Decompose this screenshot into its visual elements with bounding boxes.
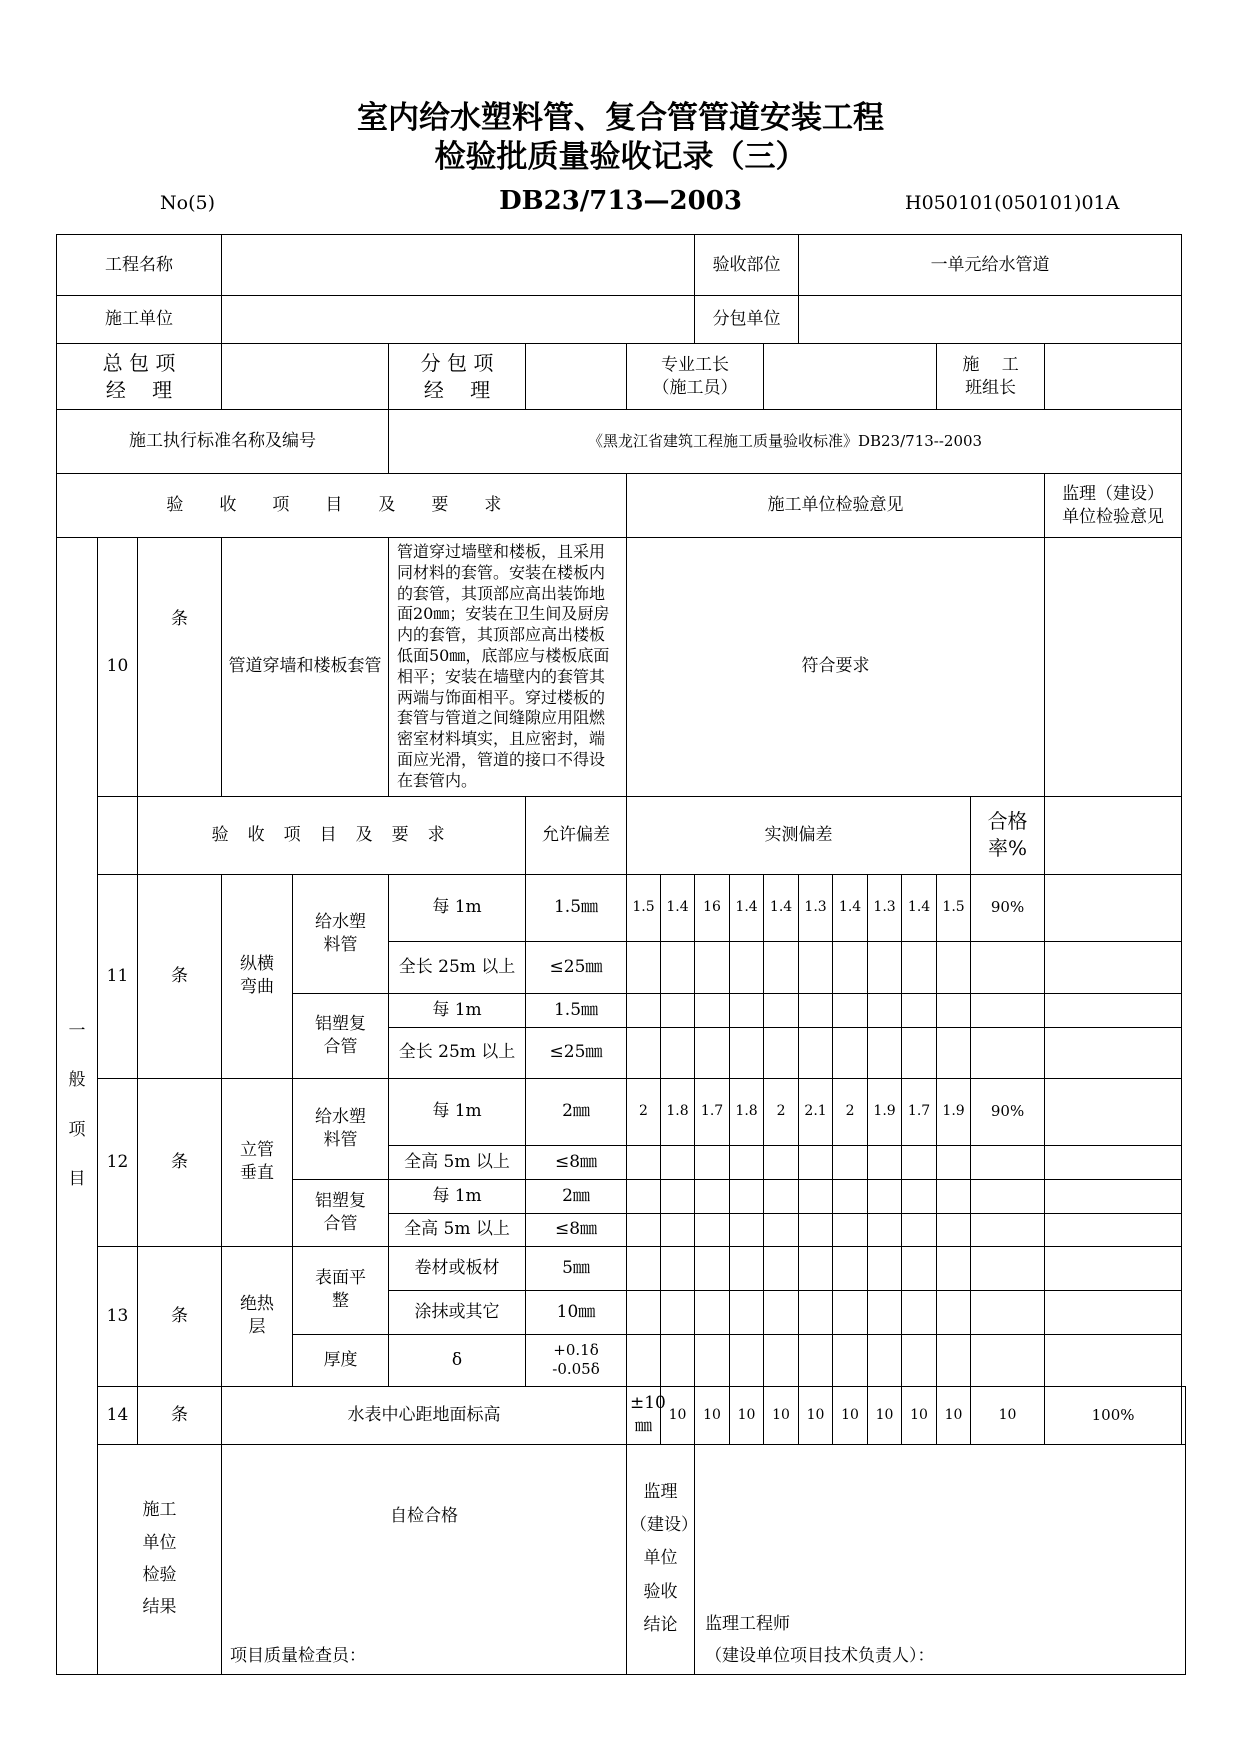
requirements-header: 验 收 项 目 及 要 求 [57,474,627,538]
measure-cell[interactable] [695,941,730,993]
measure-cell[interactable] [661,1290,695,1334]
measure-cell[interactable] [833,1246,868,1290]
sub-header-blank [98,796,138,874]
measure-cell[interactable] [799,1246,833,1290]
measure-cell[interactable] [661,1246,695,1290]
item11-row3-item: 每 1m [389,993,526,1027]
measure-cell[interactable] [868,993,902,1027]
supervisor-cell[interactable] [1045,1334,1182,1386]
item12-row2-item: 全高 5m 以上 [389,1145,526,1179]
measure-cell[interactable] [661,1213,695,1246]
item11-name: 纵横弯曲 [222,874,293,1078]
construction-unit-label: 施工单位 [57,296,222,344]
measure-cell[interactable] [627,1179,661,1213]
measure-cell[interactable]: 1.4 [902,874,937,941]
accept-part-field[interactable]: 一单元给水管道 [799,235,1182,296]
measure-cell[interactable]: 1.5 [937,874,971,941]
measure-cell[interactable] [695,1213,730,1246]
measure-cell[interactable] [902,1179,937,1213]
measure-cell[interactable] [902,1246,937,1290]
general-items-label: 一 般 项 目 [57,538,98,1675]
supervisor-cell[interactable] [1045,941,1182,993]
standard-value: 《黑龙江省建筑工程施工质量验收标准》DB23/713--2003 [389,410,1182,474]
measure-cell[interactable]: 2 [764,1078,799,1145]
item13-thickness-allow: +0.1δ -0.05δ [526,1334,627,1386]
measure-cell[interactable]: 10 [833,1386,868,1444]
measure-cell[interactable]: 1.3 [868,874,902,941]
item13-thickness-item: δ [389,1334,526,1386]
item12-no: 12 [98,1078,138,1246]
rate-cell[interactable] [971,1290,1045,1334]
unit-opinion-header: 施工单位检验意见 [627,474,1045,538]
subcontract-unit-label: 分包单位 [695,296,799,344]
measure-cell[interactable]: 2.1 [799,1078,833,1145]
item12-row4-allow: ≤8㎜ [526,1213,627,1246]
item10-supervisor[interactable] [1045,538,1182,797]
unit-result-box[interactable] [222,1444,627,1674]
rate-cell[interactable]: 90% [971,874,1045,941]
measure-cell[interactable]: 2 [833,1078,868,1145]
item13-thickness-label: 厚度 [293,1334,389,1386]
supervisor-conclusion-box[interactable] [695,1444,1186,1674]
item10-tiao: 条 [138,538,222,797]
item14-tiao: 条 [138,1386,222,1444]
measure-cell[interactable] [937,1246,971,1290]
measure-cell[interactable] [627,1027,661,1078]
item12-row1-item: 每 1m [389,1078,526,1145]
item13-no: 13 [98,1246,138,1386]
item14-no: 14 [98,1386,138,1444]
measure-cell[interactable]: 10 [971,1386,1045,1444]
measure-cell[interactable] [730,1027,764,1078]
project-name-field[interactable] [222,235,695,296]
measure-cell[interactable]: 1.4 [730,874,764,941]
item13-row2-item: 涂抹或其它 [389,1290,526,1334]
rate-cell[interactable] [971,1246,1045,1290]
supervisor-cell[interactable] [1045,874,1182,941]
item13-row1-item: 卷材或板材 [389,1246,526,1290]
measure-cell[interactable] [695,1145,730,1179]
rate-cell[interactable]: 90% [971,1078,1045,1145]
measure-cell[interactable]: 10 [764,1386,799,1444]
measure-cell[interactable] [730,1213,764,1246]
measure-cell[interactable]: 10 [799,1386,833,1444]
measure-cell[interactable] [833,1145,868,1179]
measure-cell[interactable] [764,1213,799,1246]
supervisor-cell[interactable] [1045,1078,1182,1145]
item10-opinion[interactable]: 符合要求 [627,538,1045,797]
item12-row2-allow: ≤8㎜ [526,1145,627,1179]
measure-cell[interactable] [764,1145,799,1179]
measure-cell[interactable]: 16 [695,874,730,941]
item12-name: 立管垂直 [222,1078,293,1246]
measure-cell[interactable] [627,1246,661,1290]
measure-cell[interactable] [937,941,971,993]
measure-cell[interactable]: 1.8 [661,1078,695,1145]
item11-row2-allow: ≤25㎜ [526,941,627,993]
item11-row4-item: 全长 25m 以上 [389,1027,526,1078]
measure-cell[interactable] [695,1334,730,1386]
measure-cell[interactable] [937,1213,971,1246]
measure-cell[interactable] [868,1290,902,1334]
measure-cell[interactable]: 10 [695,1386,730,1444]
item11-group-plastic: 给水塑料管 [293,874,389,993]
rate-cell[interactable]: 100% [1045,1386,1182,1444]
measure-cell[interactable] [730,1334,764,1386]
measure-cell[interactable] [868,1027,902,1078]
measure-cell[interactable] [730,1179,764,1213]
sub-header-supervisor [1045,796,1182,874]
supervisor-cell[interactable] [1045,1246,1182,1290]
item12-group-plastic: 给水塑料管 [293,1078,389,1179]
measure-cell[interactable] [833,1290,868,1334]
measure-cell[interactable] [937,1027,971,1078]
supervisor-cell[interactable] [1182,1386,1186,1444]
measure-cell[interactable] [868,1246,902,1290]
measure-cell[interactable]: 1.4 [833,874,868,941]
measure-cell[interactable] [764,1027,799,1078]
measure-cell[interactable] [833,1213,868,1246]
supervisor-cell[interactable] [1045,1027,1182,1078]
measure-cell[interactable] [868,941,902,993]
item12-row3-allow: 2㎜ [526,1179,627,1213]
measure-cell[interactable] [695,1027,730,1078]
rate-cell[interactable] [971,993,1045,1027]
measure-cell[interactable] [764,941,799,993]
measure-cell[interactable] [661,1334,695,1386]
supervisor-cell[interactable] [1045,1290,1182,1334]
measure-cell[interactable] [764,1290,799,1334]
measure-cell[interactable] [730,1246,764,1290]
measure-cell[interactable] [764,993,799,1027]
sub-manager-field[interactable] [526,344,627,410]
measure-cell[interactable] [661,1179,695,1213]
item11-tiao: 条 [138,874,222,1078]
measure-cell[interactable] [833,941,868,993]
measure-cell[interactable] [627,993,661,1027]
measure-cell[interactable]: 1.4 [661,874,695,941]
measure-cell[interactable]: 10 [937,1386,971,1444]
measure-cell[interactable]: 1.7 [902,1078,937,1145]
measure-cell[interactable] [764,1246,799,1290]
measure-cell[interactable] [799,941,833,993]
rate-cell[interactable] [971,1179,1045,1213]
measure-cell[interactable] [764,1334,799,1386]
rate-cell[interactable] [971,1145,1045,1179]
form-number: No(5) [160,192,215,214]
measure-cell[interactable] [937,993,971,1027]
measure-cell[interactable] [695,1246,730,1290]
item11-no: 11 [98,874,138,1078]
foreman-label: 专业工长 （施工员） [627,344,764,410]
measure-cell[interactable] [833,1334,868,1386]
measure-cell[interactable] [764,1179,799,1213]
item11-group-composite: 铝塑复合管 [293,993,389,1078]
rate-cell[interactable] [971,1213,1045,1246]
measure-cell[interactable] [730,1290,764,1334]
measure-cell[interactable] [799,1179,833,1213]
measure-cell[interactable] [730,941,764,993]
item10-no: 10 [98,538,138,797]
measure-cell[interactable]: 1.9 [937,1078,971,1145]
measure-cell[interactable] [661,993,695,1027]
measure-cell[interactable]: 10 [661,1386,695,1444]
measure-cell[interactable] [695,1290,730,1334]
measure-cell[interactable] [695,993,730,1027]
measure-cell[interactable]: 1.3 [799,874,833,941]
measured-header: 实测偏差 [627,796,971,874]
measure-cell[interactable] [902,1027,937,1078]
supervisor-cell[interactable] [1045,1213,1182,1246]
measure-cell[interactable]: 1.8 [730,1078,764,1145]
measure-cell[interactable] [902,941,937,993]
supervisor-cell[interactable] [1045,1145,1182,1179]
measure-cell[interactable] [868,1145,902,1179]
measure-cell[interactable]: 1.5 [627,874,661,941]
measure-cell[interactable] [937,1179,971,1213]
general-manager-field[interactable] [222,344,389,410]
measure-cell[interactable] [661,941,695,993]
item13-row1-allow: 5㎜ [526,1246,627,1290]
form-code: H050101(050101)01A [905,192,1120,214]
foreman-field[interactable] [764,344,937,410]
measure-cell[interactable] [868,1213,902,1246]
measure-cell[interactable] [868,1179,902,1213]
item12-row1-allow: 2㎜ [526,1078,627,1145]
item14-name: 水表中心距地面标高 [222,1386,627,1444]
measure-cell[interactable]: 1.7 [695,1078,730,1145]
measure-cell[interactable] [902,993,937,1027]
supervisor-cell[interactable] [1045,993,1182,1027]
measure-cell[interactable] [799,1334,833,1386]
form-title-line1: 室内给水塑料管、复合管管道安装工程 [357,100,884,136]
item13-tiao: 条 [138,1246,222,1386]
measure-cell[interactable] [799,1290,833,1334]
standard-code: DB23/713—2003 [499,186,742,216]
sub-requirements-header: 验 收 项 目 及 要 求 [138,796,526,874]
allow-header: 允许偏差 [526,796,627,874]
subcontract-unit-field[interactable] [799,296,1182,344]
measure-cell[interactable] [695,1179,730,1213]
measure-cell[interactable] [627,1290,661,1334]
measure-cell[interactable] [833,1027,868,1078]
inspector-label: 项目质量检查员： [230,1645,366,1666]
measure-cell[interactable] [730,993,764,1027]
measure-cell[interactable] [937,1290,971,1334]
measure-cell[interactable] [627,1145,661,1179]
item12-tiao: 条 [138,1078,222,1246]
inspection-record-table [56,234,1186,1675]
item10-description: 管道穿过墙壁和楼板，且采用同材料的套管。安装在楼板内的套管，其顶部应高出装饰地面20㎜；安装在卫生间及厨房内的套管，其顶部应高出楼板低面50㎜，底部应与楼板底面相平；安装在墙壁内的套管其两端与饰面相平。穿过楼板的套管与管道之间缝隙应用阻燃密室材料填实，且应密封，端面应光滑，管道的接口不得设在套管内。 [389,538,627,797]
measure-cell[interactable] [661,1145,695,1179]
engineer-label: 监理工程师 [705,1613,791,1634]
measure-cell[interactable] [902,1290,937,1334]
construction-unit-field[interactable] [222,296,695,344]
measure-cell[interactable]: 10 [902,1386,937,1444]
self-check-text: 自检合格 [390,1505,458,1526]
measure-cell[interactable]: 1.9 [868,1078,902,1145]
form-title-line2: 检验批质量验收记录（三） [434,139,807,175]
sub-manager-label: 分 包 项 经 理 [389,344,526,410]
team-leader-label: 施 工 班组长 [937,344,1045,410]
rate-cell[interactable] [971,1027,1045,1078]
item13-name: 绝热层 [222,1246,293,1386]
measure-cell[interactable] [902,1213,937,1246]
unit-result-label: 施工 单位 检验 结果 [98,1444,222,1674]
item11-row1-allow: 1.5㎜ [526,874,627,941]
supervisor-opinion-header: 监理（建设） 单位检验意见 [1045,474,1182,538]
measure-cell[interactable] [902,1334,937,1386]
item10-name: 管道穿墙和楼板套管 [222,538,389,797]
measure-cell[interactable]: 10 [868,1386,902,1444]
measure-cell[interactable] [627,941,661,993]
supervisor-conclusion-label: 监理 （建设） 单位 验收 结论 [627,1444,695,1674]
item13-surface-label: 表面平整 [293,1246,389,1334]
measure-cell[interactable] [661,1027,695,1078]
supervisor-cell[interactable] [1045,1179,1182,1213]
rate-cell[interactable] [971,941,1045,993]
rate-cell[interactable] [971,1334,1045,1386]
item13-row2-allow: 10㎜ [526,1290,627,1334]
item11-row4-allow: ≤25㎜ [526,1027,627,1078]
measure-cell[interactable] [937,1334,971,1386]
accept-part-label: 验收部位 [695,235,799,296]
measure-cell[interactable] [730,1145,764,1179]
team-leader-field[interactable] [1045,344,1182,410]
item12-row4-item: 全高 5m 以上 [389,1213,526,1246]
measure-cell[interactable] [937,1145,971,1179]
measure-cell[interactable] [833,1179,868,1213]
measure-cell[interactable] [799,1027,833,1078]
item12-group-composite: 铝塑复合管 [293,1179,389,1246]
owner-rep-label: （建设单位项目技术负责人）： [705,1645,935,1666]
measure-cell[interactable]: 2 [627,1078,661,1145]
measure-cell[interactable] [627,1334,661,1386]
rate-header: 合格 率% [971,796,1045,874]
measure-cell[interactable]: 1.4 [764,874,799,941]
item14-allow: ±10㎜ [627,1386,661,1444]
measure-cell[interactable] [799,993,833,1027]
measure-cell[interactable] [868,1334,902,1386]
measure-cell[interactable] [833,993,868,1027]
measure-cell[interactable] [799,1213,833,1246]
item11-row1-item: 每 1m [389,874,526,941]
measure-cell[interactable]: 10 [730,1386,764,1444]
measure-cell[interactable] [902,1145,937,1179]
item11-row2-item: 全长 25m 以上 [389,941,526,993]
standard-label: 施工执行标准名称及编号 [57,410,389,474]
project-name-label: 工程名称 [57,235,222,296]
measure-cell[interactable] [799,1145,833,1179]
measure-cell[interactable] [627,1213,661,1246]
item12-row3-item: 每 1m [389,1179,526,1213]
general-manager-label: 总 包 项 经 理 [57,344,222,410]
item11-row3-allow: 1.5㎜ [526,993,627,1027]
